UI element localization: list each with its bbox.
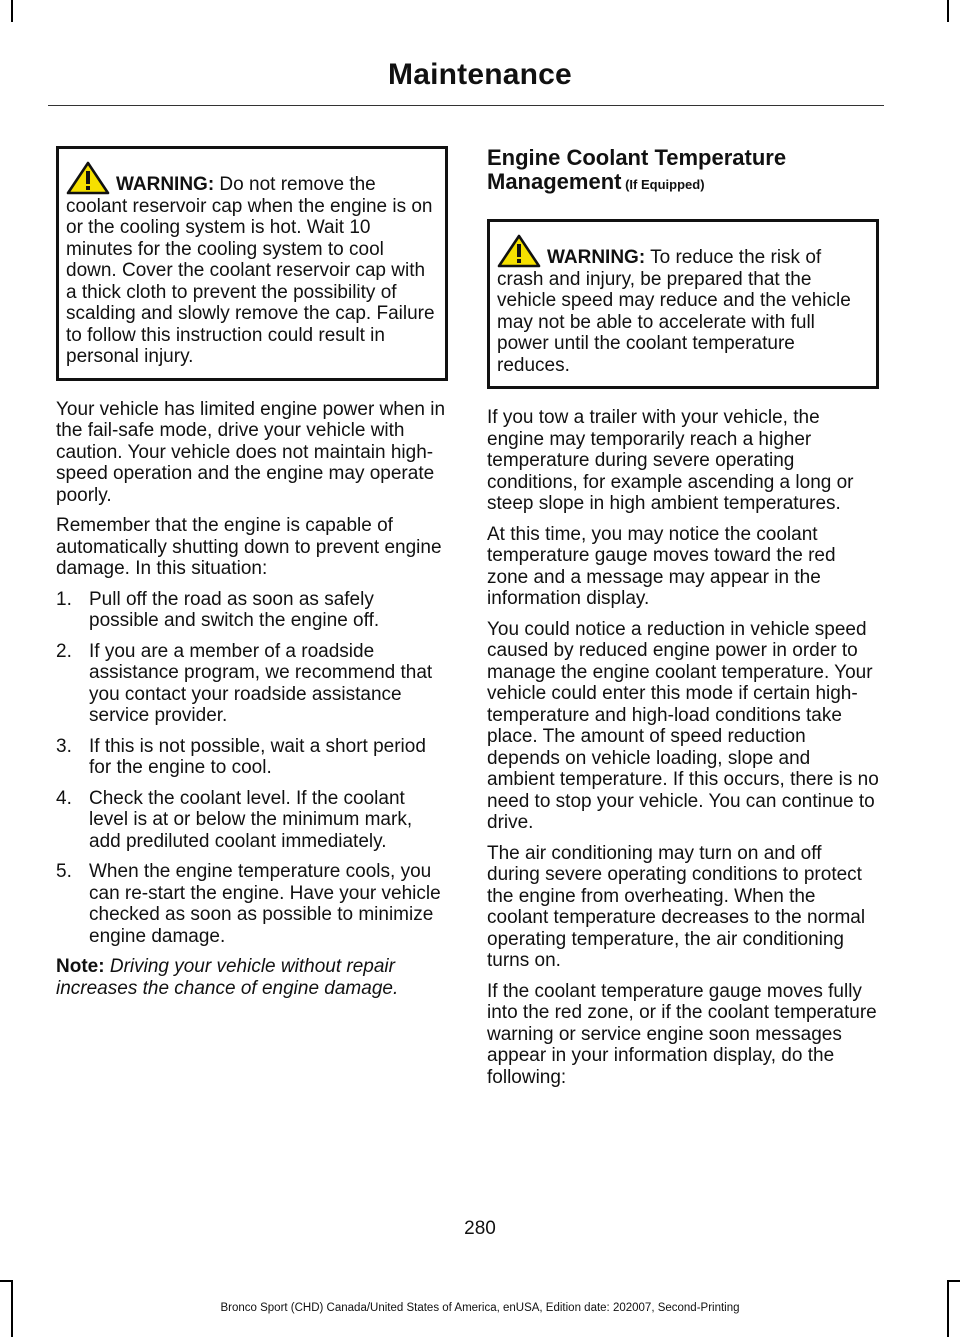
step-number: 3. xyxy=(56,735,72,757)
shutdown-steps-list xyxy=(56,589,448,948)
step-number: 5. xyxy=(56,861,72,882)
step-text: When the engine temperature cools, you can re-start the engine. Have your vehicle checked as soon as possible to minimize engine damage. xyxy=(89,861,441,947)
page-number: 280 xyxy=(464,1218,496,1239)
speed-reduction-warning-box xyxy=(487,219,879,389)
list-item xyxy=(56,736,448,779)
paragraph: At this time, you may notice the coolant temperature gauge moves toward the red zone and a message may appear in the information display. xyxy=(487,523,836,609)
paragraph: If you tow a trailer with your vehicle, the engine may temporarily reach a higher temperature during severe operating conditions, for example ascending a long or steep slope in high ambient temperatures. xyxy=(487,407,854,514)
crop-mark-bottom-left-h xyxy=(0,1280,12,1282)
warning-triangle-icon xyxy=(66,161,110,195)
section-qualifier: (If Equipped) xyxy=(621,177,705,192)
note xyxy=(56,956,448,999)
list-item xyxy=(56,589,448,632)
step-number: 2. xyxy=(56,640,72,662)
paragraph: Your vehicle has limited engine power when in the fail-safe mode, drive your vehicle with caution. Your vehicle does not maintain high-speed operation and the engine may operate poorly. xyxy=(56,398,446,506)
paragraph: You could notice a reduction in vehicle speed caused by reduced engine power in order to manage the engine coolant temperature. Your vehicle could enter this mode if certain high-temperature and high-load conditions take place. The amount of speed reduction depends on vehicle loading, slope and ambient temperature. If this occurs, there is no need to stop your vehicle. You can continue to drive. xyxy=(487,618,879,833)
warning-label: WARNING: xyxy=(116,174,215,195)
note-text: Driving your vehicle without repair increases the chance of engine damage. xyxy=(56,956,399,999)
warning-text: Do not remove the coolant reservoir cap when the engine is on or the cooling system is hot. Wait 10 minutes for the cooling system to cool down. Cover the coolant reservoir cap with a thick cloth to prevent the possibility of scalding and slowly remove the cap. Failure to follow this instruction could result in personal injury. xyxy=(66,174,435,367)
right-column xyxy=(487,146,879,1097)
step-number: 1. xyxy=(56,588,72,610)
warning-triangle-icon xyxy=(497,234,541,268)
paragraph: If the coolant temperature gauge moves fully into the red zone, or if the coolant temperature warning or service engine soon messages appear in your information display, do the following: xyxy=(487,980,877,1088)
header-divider xyxy=(48,105,884,106)
list-item xyxy=(56,788,448,853)
warning-text: To reduce the risk of crash and injury, be prepared that the vehicle speed may reduce and the vehicle may not be able to accelerate with full power until the coolant temperature reduces. xyxy=(497,247,851,376)
coolant-cap-warning-box xyxy=(56,146,448,381)
list-item xyxy=(56,641,448,727)
step-text: If this is not possible, wait a short period for the engine to cool. xyxy=(89,735,426,778)
paragraph: The air conditioning may turn on and off during severe operating conditions to protect the engine from overheating. When the coolant temperature decreases to the normal operating temperature, the air conditioning turns on. xyxy=(487,842,866,971)
step-number: 4. xyxy=(56,787,72,809)
crop-mark-top-right xyxy=(947,0,949,22)
section-heading xyxy=(487,146,879,197)
paragraph: Remember that the engine is capable of automatically shutting down to prevent engine damage. In this situation: xyxy=(56,515,442,579)
step-text: If you are a member of a roadside assistance program, we recommend that you contact your roadside assistance service provider. xyxy=(89,640,433,726)
page-title: Maintenance xyxy=(388,58,572,91)
warning-label: WARNING: xyxy=(547,247,646,268)
footer-edition-info: Bronco Sport (CHD) Canada/United States of America, enUSA, Edition date: 202007, Second-Printing xyxy=(220,1302,740,1314)
left-column xyxy=(56,146,448,1008)
step-text: Check the coolant level. If the coolant level is at or below the minimum mark, add prediluted coolant immediately. xyxy=(89,787,413,852)
section-title: Engine Coolant Temperature Management xyxy=(487,145,787,194)
note-label: Note: xyxy=(56,956,105,977)
list-item xyxy=(56,861,448,947)
crop-mark-top-left xyxy=(11,0,13,22)
crop-mark-bottom-right-h xyxy=(948,1280,960,1282)
step-text: Pull off the road as soon as safely possible and switch the engine off. xyxy=(89,588,380,631)
